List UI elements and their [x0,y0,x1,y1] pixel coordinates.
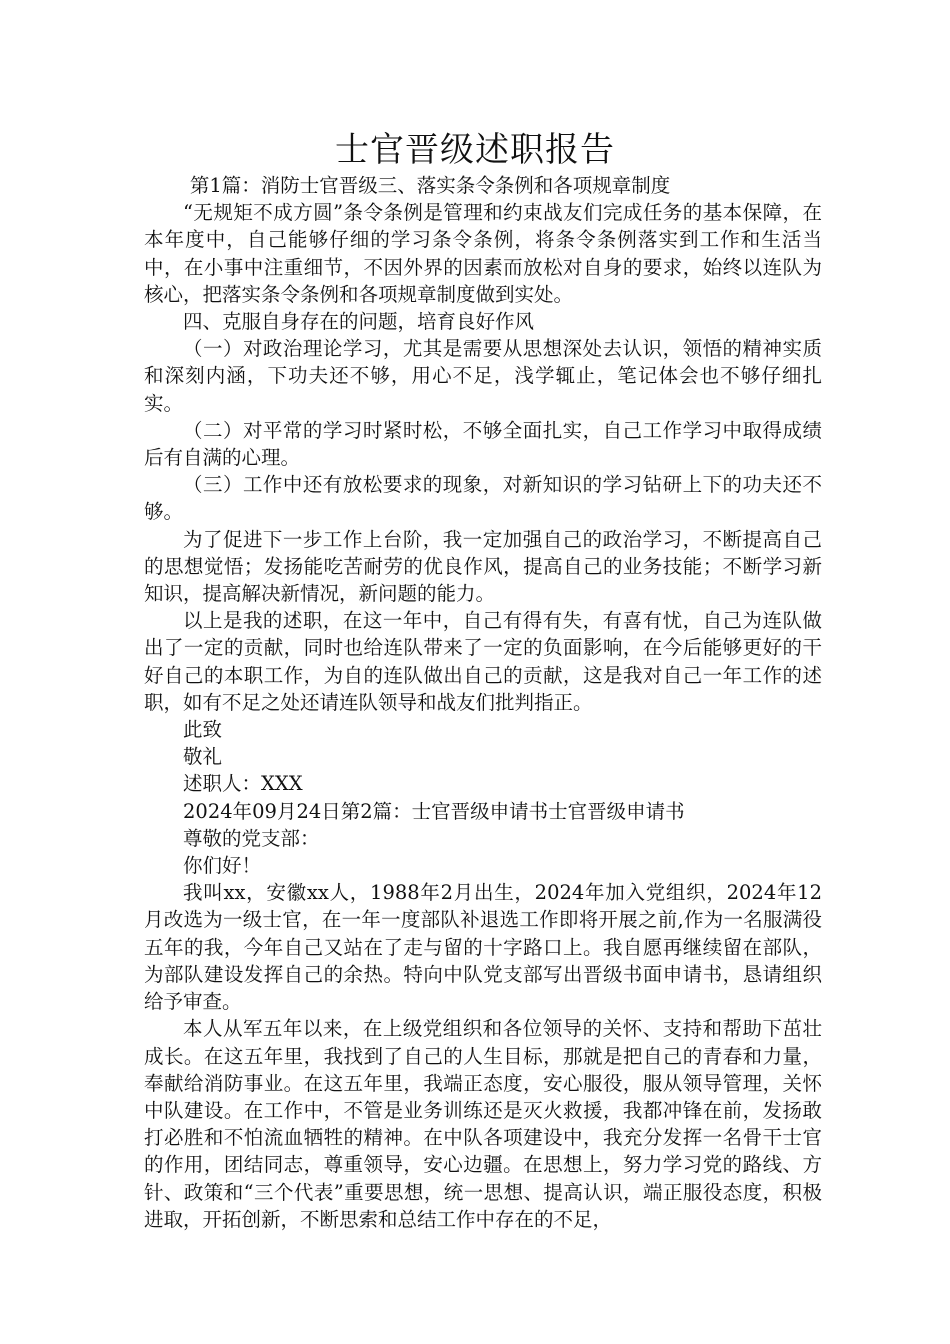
paragraph: 敬礼 [183,745,223,769]
document-title: 士官晋级述职报告 [335,130,615,170]
paragraph: 第1篇：消防士官晋级三、落实条令条例和各项规章制度 [189,174,671,197]
paragraph: （一）对政治理论学习，尤其是需要从思想深处去认识，领悟的精神实质和深刻内涵，下功夫还不够，用心不足，浅学辄止，笔记体会也不够仔细扎实。 [144,337,822,415]
paragraph: 我叫xx，安徽xx人，1988年2月出生，2024年加入党组织，2024年12月改选为一级士官，在一年一度部队补退选工作即将开展之前,作为一名服满役五年的我，今年自己又站在了走与留的十字路口上。我自愿再继续留在部队，为部队建设发挥自己的余热。特向中队党支部写出晋级书面申请书，恳请组织给予审查。 [144,881,822,1014]
paragraph: （三）工作中还有放松要求的现象，对新知识的学习钻研上下的功夫还不够。 [144,473,822,524]
paragraph: 尊敬的党支部： [183,826,320,850]
paragraph: 为了促进下一步工作上台阶，我一定加强自己的政治学习，不断提高自己的思想觉悟；发扬能吃苦耐劳的优良作风，提高自己的业务技能；不断学习新知识，提高解决新情况，新问题的能力。 [144,527,822,606]
paragraph: （二）对平常的学习时紧时松，不够全面扎实，自己工作学习中取得成绩后有自满的心理。 [144,418,822,470]
paragraph: 以上是我的述职，在这一年中，自己有得有失，有喜有忧，自己为连队做出了一定的贡献，同时也给连队带来了一定的负面影响，在今后能够更好的干好自己的本职工作，为自的连队做出自己的贡献，这是我对自己一年工作的述职，如有不足之处还请连队领导和战友们批判指正。 [144,609,822,714]
paragraph: “无规矩不成方圆”条令条例是管理和约束战友们完成任务的基本保障，在本年度中，自己能够仔细的学习条令条例，将条令条例落实到工作和生活当中，在小事中注重细节，不因外界的因素而放松对自身的要求，始终以连队为核心，把落实条令条例和各项规章制度做到实处。 [144,201,822,306]
paragraph: 述职人：XXX [183,772,303,796]
document-body [144,172,822,1233]
paragraph: 你们好！ [183,854,262,878]
paragraph: 此致 [183,718,223,742]
paragraph: 2024年09月24日第2篇：士官晋级申请书士官晋级申请书 [183,799,685,823]
paragraph: 本人从军五年以来，在上级党组织和各位领导的关怀、支持和帮助下茁壮成长。在这五年里，我找到了自己的人生目标，那就是把自己的青春和力量，奉献给消防事业。在这五年里，我端正态度，安心服役，服从领导管理，关怀中队建设。在工作中，不管是业务训练还是灭火救援，我都冲锋在前，发扬敢打必胜和不怕流血牺牲的精神。在中队各项建设中，我充分发挥一名骨干士官的作用，团结同志，尊重领导，安心边疆。在思想上，努力学习党的路线、方针、政策和“三个代表”重要思想，统一思想、提高认识，端正服役态度，积极进取，开拓创新，不断思索和总结工作中存在的不足， [144,1017,822,1231]
paragraph: 四、克服自身存在的问题，培育良好作风 [183,310,535,334]
